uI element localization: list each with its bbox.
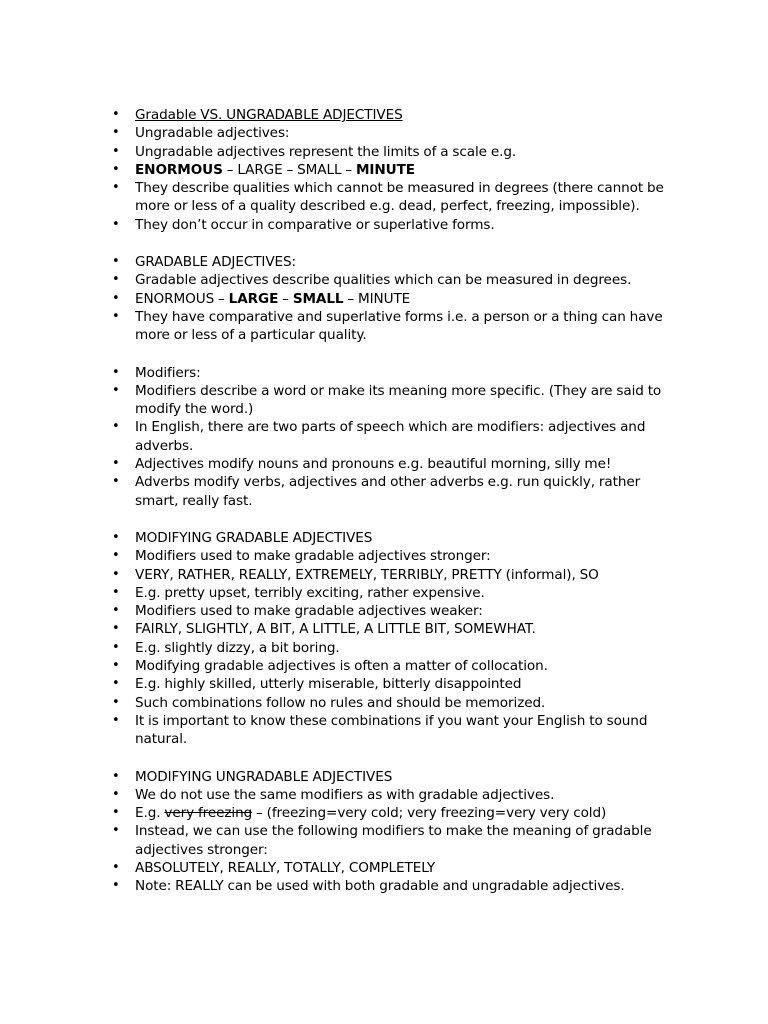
section-intro [0,106,768,234]
bullet-icon: • [112,805,120,821]
item-text: Adverbs modify verbs, adjectives and other adverbs e.g. run quickly, rather smart, really fast. [135,474,641,509]
bullet-icon: • [112,658,120,674]
bullet-icon: • [112,308,120,324]
bullet-item [0,712,768,749]
bullet-item [0,106,768,124]
section-modifying-gradable [0,529,768,749]
bullet-icon: • [112,290,120,306]
item-text: Ungradable adjectives: [135,125,290,142]
bullet-icon: • [112,474,120,490]
bullet-item [0,639,768,657]
bullet-item [0,308,768,345]
item-text: Modifiers: [135,364,201,381]
item-text: It is important to know these combinations if you want your English to sound natural. [135,712,648,748]
bullet-item [0,271,768,289]
section-modifying-ungradable [0,768,768,896]
bullet-item [0,179,768,216]
bullet-icon: • [112,823,120,839]
bullet-item [0,786,768,804]
item-text: They don’t occur in comparative or superlative forms. [135,216,495,233]
bullet-icon: • [112,548,120,564]
bold-text: LARGE [228,290,279,307]
underlined-heading: Gradable VS. UNGRADABLE ADJECTIVES [135,107,403,123]
bullet-icon: • [112,107,120,122]
bullet-icon: • [112,161,120,177]
bullet-icon: • [112,529,120,545]
bullet-icon: • [112,125,120,141]
bullet-icon: • [112,272,120,288]
item-text: Modifiers used to make gradable adjectives stronger: [135,548,491,565]
item-text: They have comparative and superlative forms i.e. a person or a thing can have more or less of a particular quality. [135,308,663,344]
bullet-item [0,566,768,584]
bullet-icon: • [112,364,120,380]
bullet-icon: • [112,621,120,637]
item-text: – [278,290,293,307]
item-text: They describe qualities which cannot be measured in degrees (there cannot be more or less of a quality described e.g. dead, perfect, freezing, impossible). [135,180,664,215]
strikethrough-text: very freezing [164,805,253,822]
bullet-icon: • [112,584,120,600]
item-text: We do not use the same modifiers as with gradable adjectives. [135,786,555,803]
bullet-item [0,418,768,455]
bullet-item [0,877,768,895]
bullet-icon: • [112,786,120,802]
bullet-icon: • [112,254,120,270]
bullet-item [0,143,768,161]
item-text: Modifiers describe a word or make its meaning more specific. (They are said to modify the word.) [135,382,662,418]
item-text: – LARGE – SMALL – [222,161,356,178]
bullet-item [0,768,768,786]
bullet-item [0,620,768,638]
bullet-item [0,804,768,822]
bold-text: MINUTE [356,161,415,178]
bullet-icon: • [112,419,120,435]
bullet-item [0,584,768,602]
bullet-item [0,694,768,712]
bullet-icon: • [112,143,120,159]
bullet-item [0,822,768,859]
item-text: Ungradable adjectives represent the limits of a scale e.g. [135,143,517,160]
bullet-icon: • [112,859,120,875]
section-gradable [0,253,768,344]
bullet-icon: • [112,456,120,472]
document-page [0,106,768,915]
bold-text: ENORMOUS [135,161,223,178]
bullet-item [0,602,768,620]
bullet-item [0,473,768,510]
bullet-item [0,216,768,234]
item-text: E.g. highly skilled, utterly miserable, bitterly disappointed [135,676,522,693]
bullet-icon: • [112,382,120,398]
item-text: MODIFYING UNGRADABLE ADJECTIVES [135,768,393,785]
item-text: Such combinations follow no rules and should be memorized. [135,694,546,711]
bullet-item [0,657,768,675]
bullet-item [0,161,768,179]
bullet-item [0,675,768,693]
item-text: E.g. slightly dizzy, a bit boring. [135,639,340,656]
bold-text: SMALL [292,290,344,307]
item-text: GRADABLE ADJECTIVES: [135,254,297,271]
bullet-icon: • [112,603,120,619]
item-text: – (freezing=very cold; very freezing=very very cold) [252,805,607,822]
bullet-item [0,859,768,877]
item-text: Adjectives modify nouns and pronouns e.g. beautiful morning, silly me! [135,456,612,473]
item-text: Note: REALLY can be used with both gradable and ungradable adjectives. [135,878,625,895]
bullet-item [0,547,768,565]
item-text: ENORMOUS – [135,290,229,307]
bullet-icon: • [112,216,120,232]
item-text: E.g. [135,805,165,822]
item-text: VERY, RATHER, REALLY, EXTREMELY, TERRIBLY, PRETTY (informal), SO [135,566,599,583]
bullet-item [0,382,768,419]
item-text: In English, there are two parts of speech which are modifiers: adjectives and adverbs. [135,419,646,454]
bullet-icon: • [112,768,120,784]
bullet-icon: • [112,180,120,196]
item-text: ABSOLUTELY, REALLY, TOTALLY, COMPLETELY [135,859,436,876]
bullet-item [0,364,768,382]
bullet-item [0,529,768,547]
item-text: Modifiers used to make gradable adjectives weaker: [135,603,483,620]
bullet-item [0,124,768,142]
bullet-item [0,253,768,271]
bullet-icon: • [112,694,120,710]
section-modifiers [0,364,768,510]
item-text: – MINUTE [343,290,411,307]
bullet-icon: • [112,878,120,894]
bullet-item [0,455,768,473]
item-text: Gradable adjectives describe qualities which can be measured in degrees. [135,272,632,289]
bullet-icon: • [112,639,120,655]
bullet-icon: • [112,566,120,582]
item-text: Instead, we can use the following modifiers to make the meaning of gradable adjectives stronger: [135,823,652,858]
bullet-item [0,290,768,308]
item-text: E.g. pretty upset, terribly exciting, rather expensive. [135,584,485,601]
bullet-icon: • [112,676,120,692]
item-text: FAIRLY, SLIGHTLY, A BIT, A LITTLE, A LITTLE BIT, SOMEWHAT. [135,621,536,638]
item-text: MODIFYING GRADABLE ADJECTIVES [135,529,373,546]
bullet-icon: • [112,712,120,728]
item-text: Modifying gradable adjectives is often a matter of collocation. [135,658,548,675]
